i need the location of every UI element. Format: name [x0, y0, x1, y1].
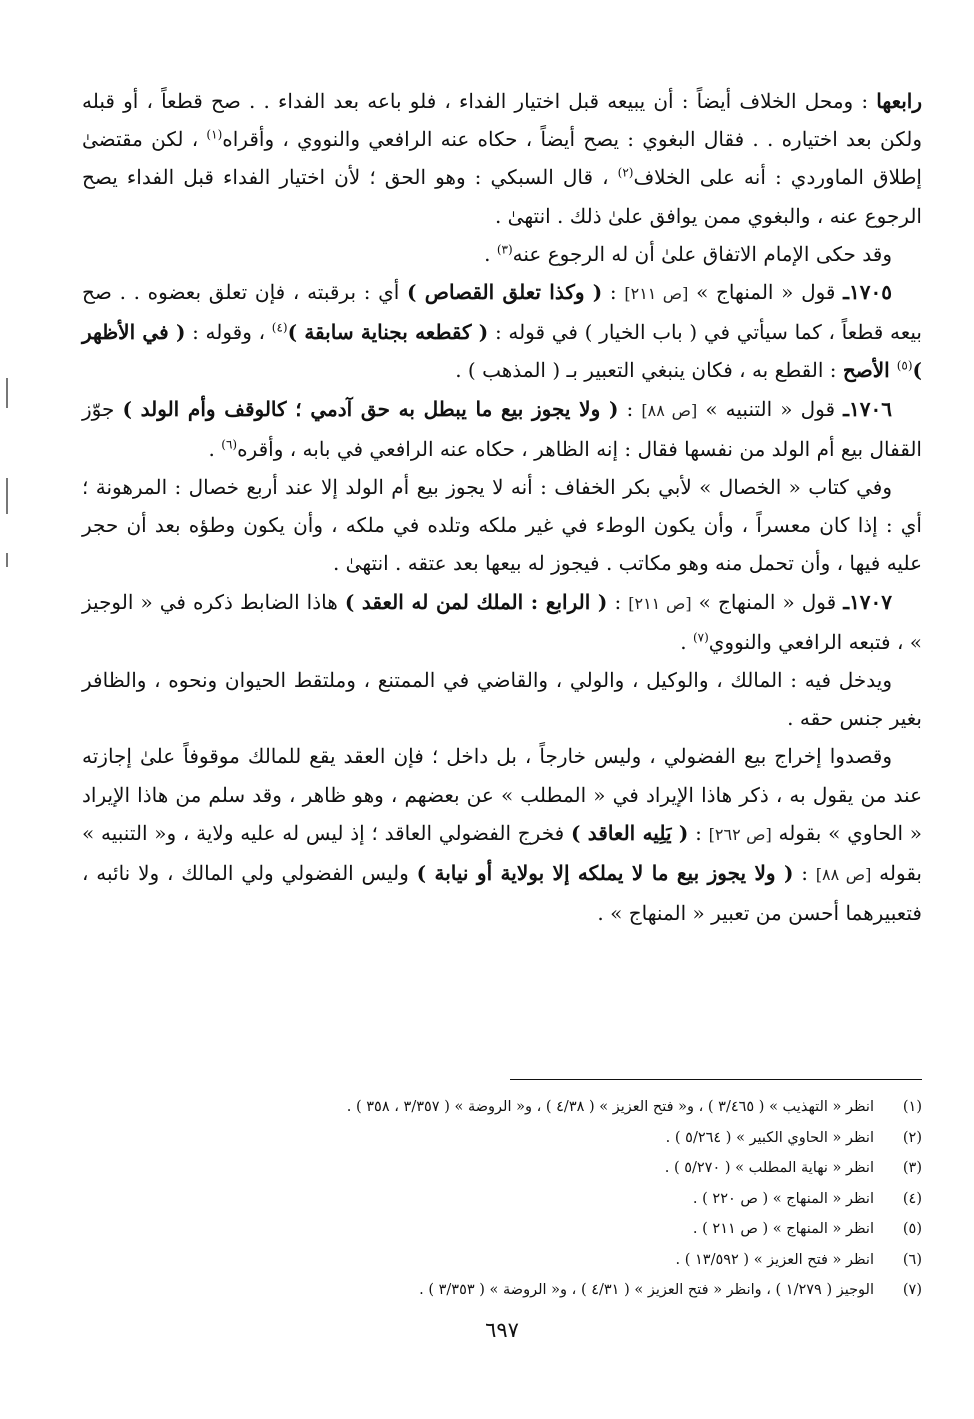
footnote-item — [82, 1184, 922, 1215]
page-ref: [ص ٢٦٢] — [708, 824, 772, 844]
footnote-item — [82, 1153, 922, 1184]
footnote-text: انظر « الحاوي الكبير » ( ٥/٢٦٤ ) . — [665, 1129, 874, 1146]
entry-number: ١٧٠٥ـ — [843, 280, 892, 305]
paragraph-1706: ١٧٠٦ـ قول « التنبيه » [ص ٨٨] : ( ولا يجوز بيع ما يبطل به حق آدمي ؛ كالوقف وأم الولد ) جوّز القفال بيع أم الولد من نفسها فقال : إنه الظاهر ، حكاه عنه الرافعي في بابه ، وأقره$^{(٦)}$ . — [82, 396, 922, 461]
footnotes — [82, 1092, 922, 1306]
paragraph-fuduli: وقصدوا إخراج بيع الفضولي ، وليس خارجاً ، بل داخل ؛ فإن العقد يقع للمالك موقوفاً علىٰ إجازته عند من يقول به ، ذكر هاذا الإيراد في « المطلب » عن بعضهم ، وهو ظاهر ، وقد سلم من هاذا الإيراد « الحاوي » بقوله [ص ٢٦٢] : ( يَلِيه العاقد ) فخرج الفضولي العاقد ؛ إذ ليس له عليه ولاية ، و« التنبيه » بقوله [ص ٨٨] : ( ولا يجوز بيع ما لا يملكه إلا بولاية أو نيابة ) وليس الفضولي ولي المالك ، ولا نائبه ، فتعبيرهما أحسن من تعبير « المنهاج » . — [82, 744, 923, 926]
entry-number: ١٧٠٦ـ — [843, 396, 892, 421]
quoted-text: ( في الأظهر ) — [82, 320, 922, 383]
page-ref: [ص ٨٨] — [641, 400, 698, 420]
footnote-number: (٦) — [902, 1251, 922, 1268]
footnote-number: (١) — [902, 1099, 922, 1115]
footnote-text: انظر « المنهاج » ( ص ٢١١ ) . — [692, 1221, 874, 1237]
quoted-text: ( ولا يجوز بيع ما يبطل به حق آدمي ؛ كالوقف وأم الولد ) — [122, 396, 619, 421]
quoted-text: ( وكذا تعلق القصاص ) — [407, 280, 603, 305]
footnote-ref[interactable]: (٦) — [221, 437, 238, 452]
scan-margin-mark — [6, 553, 8, 567]
main-text — [82, 82, 922, 932]
paragraph-khisal: وفي كتاب « الخصال » لأبي بكر الخفاف : أنه لا يجوز بيع أم الولد إلا عند أربع خصال : المرهونة ؛ أي : إذا كان معسراً ، وأن يكون الوطء في غير ملكه وتلده في ملكه ، وأن يكون وطؤه بعد أن حجر عليه فيها ، وأن تحمل منه وهو مكاتب . فيجوز له بيعها بعد عتقه . انتهىٰ . — [82, 475, 922, 576]
paragraph-1707: ١٧٠٧ـ قول « المنهاج » [ص ٢١١] : ( الرابع : الملك لمن له العقد ) هاذا الضابط ذكره في « الوجيز » ، فتبعه الرافعي والنووي$^{(٧)}$ . — [82, 589, 922, 654]
document-page — [82, 82, 923, 1342]
page-number: ٦٩٧ — [485, 1318, 519, 1342]
footnote-ref[interactable]: (٤) — [271, 320, 288, 335]
lead-word: رابعها — [876, 89, 922, 113]
footnote-text: انظر « التهذيب » ( ٣/٤٦٥ ) ، و« فتح العزيز » ( ٤/٣٨ ) ، و« الروضة » ( ٣/٣٥٧ ، ٣٥٨ ) . — [346, 1099, 874, 1115]
entry-number: ١٧٠٧ـ — [843, 589, 893, 614]
footnote-number: (٥) — [902, 1221, 922, 1237]
footnote-item — [82, 1214, 922, 1245]
footnote-number: (٢) — [902, 1129, 922, 1146]
footnote-separator — [510, 1079, 922, 1080]
footnote-ref[interactable]: (٧) — [692, 630, 709, 645]
footnote-item — [82, 1245, 922, 1276]
paragraph-2: وقد حكى الإمام الاتفاق علىٰ أن له الرجوع عنه$^{(٣)}$ . — [484, 241, 892, 266]
footnote-item — [82, 1275, 922, 1306]
footnote-ref[interactable]: (٣) — [496, 242, 513, 257]
footnote-number: (٣) — [902, 1160, 922, 1176]
paragraph-includes: ويدخل فيه : المالك ، والوكيل ، والولي ، والقاضي في الممتنع ، وملتقط الحيوان ونحوه ، والظافر بغير جنس حقه . — [82, 668, 922, 731]
quoted-text: ( يَلِيه العاقد ) — [570, 820, 689, 845]
footnote-ref[interactable]: (٢) — [617, 165, 634, 180]
footnote-item — [82, 1092, 922, 1123]
footnote-item — [82, 1123, 922, 1154]
quoted-text: ( الرابع : الملك لمن له العقد ) — [344, 589, 608, 614]
page-ref: [ص ٢١١] — [624, 284, 689, 304]
page-ref: [ص ٨٨] — [815, 865, 872, 885]
quoted-text: ( كقطعه بجناية سابقة ) — [287, 320, 489, 345]
footnote-text: انظر « نهاية المطلب » ( ٥/٢٧٠ ) . — [664, 1160, 874, 1176]
paragraph-1705: ١٧٠٥ـ قول « المنهاج » [ص ٢١١] : ( وكذا تعلق القصاص ) أي : برقبته ، فإن تعلق بعضوه . . صح بيعه قطعاً ، كما سيأتي في ( باب الخيار ) في قوله : ( كقطعه بجناية سابقة )$^{(٤)}$ ، وقوله : ( في الأظهر )$^{(٥)}$ الأصح : القطع به ، فكان ينبغي التعبير بـ ( المذهب ) . — [82, 280, 922, 383]
page-ref: [ص ٢١١] — [628, 593, 692, 613]
footnote-ref[interactable]: (٥) — [896, 358, 913, 373]
quoted-text: ( ولا يجوز بيع ما لا يملكه إلا بولاية أو نيابة ) — [416, 861, 794, 886]
footnote-text: الوجيز ( ١/٢٧٩ ) ، وانظر « فتح العزيز » ( ٤/٣١ ) ، و« الروضة » ( ٣/٣٥٣ ) . — [419, 1282, 874, 1298]
emphasis-text: الأصح — [842, 358, 897, 383]
footnote-number: (٤) — [902, 1190, 922, 1207]
footnote-ref[interactable]: (١) — [206, 127, 223, 142]
paragraph-1: رابعها : ومحل الخلاف أيضاً : أن يبيعه قبل اختيار الفداء ، فلو باعه بعد الفداء . . صح قطعاً ، أو قبله ولكن بعد اختياره . . فقال البغوي : يصح أيضاً ، حكاه عنه الرافعي والنووي ، وأقراه$^{(١)}$ ، لكن مقتضىٰ إطلاق الماوردي : أنه على الخلاف$^{(٢)}$ ، قال السبكي : وهو الحق ؛ لأن اختيار الفداء قبل الفداء يصح الرجوع عنه ، والبغوي ممن يوافق علىٰ ذلك . انتهىٰ . — [82, 89, 922, 228]
footnote-text: انظر « المنهاج » ( ص ٢٢٠ ) . — [692, 1190, 874, 1207]
scan-margin-mark — [6, 478, 8, 514]
scan-margin-mark — [6, 378, 8, 408]
footnote-number: (٧) — [902, 1282, 922, 1298]
footnote-text: انظر « فتح العزيز » ( ١٣/٥٩٢ ) . — [675, 1251, 874, 1268]
